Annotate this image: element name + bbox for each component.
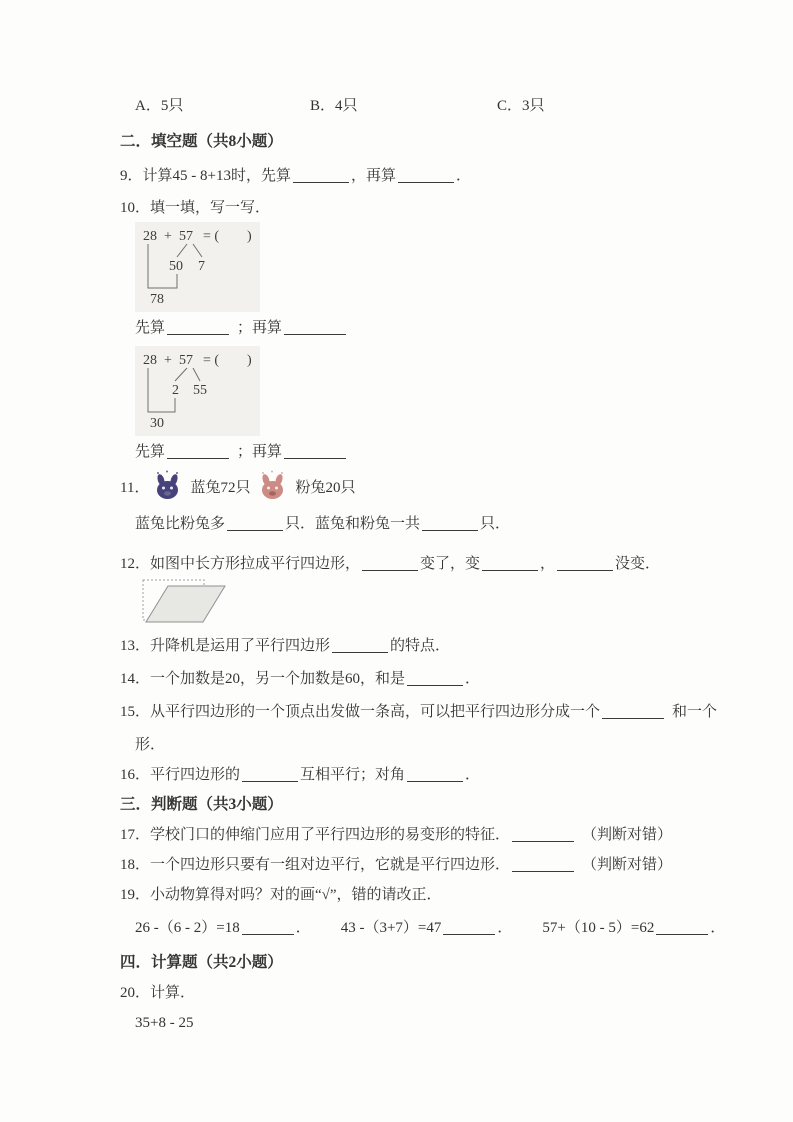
answer-blank bbox=[227, 517, 283, 531]
answer-blank bbox=[332, 639, 388, 653]
answer-blank bbox=[602, 705, 664, 719]
step-line-1 bbox=[120, 318, 733, 338]
q14-b: ． bbox=[465, 671, 481, 687]
q19-dot3: ． bbox=[710, 920, 726, 936]
question-10 bbox=[120, 198, 733, 218]
q11-pink-label: 粉兔20只 bbox=[295, 480, 356, 496]
q19-eq3: 57+（10 - 5）=62 bbox=[542, 920, 655, 936]
tree2-child2: 55 bbox=[193, 383, 207, 398]
step1-then-label: ；再算 bbox=[237, 320, 283, 336]
q19-text: 19．小动物算得对吗？对的画“√”，错的请改正． bbox=[120, 887, 442, 903]
question-20 bbox=[120, 983, 733, 1003]
tree2-equals-open: = ( bbox=[203, 353, 220, 368]
option-c: C．3只 bbox=[497, 98, 545, 114]
tree1-child2: 7 bbox=[198, 259, 205, 274]
tree2-addend1: 28 bbox=[143, 353, 157, 368]
parallelogram-figure bbox=[137, 578, 733, 630]
question-12 bbox=[120, 554, 733, 574]
q18-a: 18．一个四边形只要有一组对边平行，它就是平行四边形． bbox=[120, 857, 511, 873]
q11-l2-c: 只． bbox=[480, 516, 511, 532]
tree1-plus: + bbox=[164, 229, 172, 244]
answer-blank bbox=[512, 828, 574, 842]
q19-dot1: ． bbox=[295, 920, 311, 936]
q16-b: 互相平行；对角 bbox=[300, 767, 406, 783]
q17-a: 17．学校门口的伸缩门应用了平行四边形的易变形的特征． bbox=[120, 827, 511, 843]
step-line-2 bbox=[120, 442, 733, 462]
answer-blank bbox=[512, 858, 574, 872]
answer-blank bbox=[167, 445, 229, 459]
q16-c: ． bbox=[465, 767, 481, 783]
q20-text: 20．计算． bbox=[120, 985, 196, 1001]
q10-text: 10．填一填，写一写． bbox=[120, 200, 271, 216]
tree1-equals-open: = ( bbox=[203, 229, 220, 244]
tree-diagram-1 bbox=[135, 222, 260, 312]
q17-b: （判断对错） bbox=[582, 827, 673, 843]
parallelogram-shape bbox=[146, 586, 225, 622]
q12-a: 12．如图中长方形拉成平行四边形， bbox=[120, 556, 361, 572]
question-14 bbox=[120, 669, 733, 689]
q15-a: 15．从平行四边形的一个顶点出发做一条高，可以把平行四边形分成一个 bbox=[120, 704, 601, 720]
answer-blank bbox=[284, 321, 346, 335]
question-19 bbox=[120, 885, 733, 905]
tree2-close-paren: ) bbox=[247, 353, 252, 368]
tree-diagram-2 bbox=[135, 346, 260, 436]
q13-b: 的特点． bbox=[390, 638, 451, 654]
step2-first-label: 先算 bbox=[135, 444, 166, 460]
tree1-addend2: 57 bbox=[179, 229, 193, 244]
q11-number: 11． bbox=[120, 480, 150, 496]
answer-blank bbox=[407, 768, 463, 782]
answer-blank bbox=[167, 321, 229, 335]
blue-rabbit-icon bbox=[154, 470, 181, 506]
question-15-line2 bbox=[120, 735, 733, 755]
question-11-line2 bbox=[120, 514, 733, 534]
step2-then-label: ；再算 bbox=[237, 444, 283, 460]
tree-diagram-1-svg bbox=[137, 224, 260, 306]
tree1-branch-lines bbox=[177, 244, 202, 257]
q11-l2-b: 只．蓝兔和粉兔一共 bbox=[285, 516, 421, 532]
answer-blank bbox=[443, 921, 495, 935]
question-13 bbox=[120, 636, 733, 656]
answer-blank bbox=[284, 445, 346, 459]
choice-options-row bbox=[120, 96, 733, 116]
answer-blank bbox=[482, 557, 538, 571]
tree2-bracket bbox=[148, 368, 175, 412]
q12-c: ， bbox=[540, 556, 556, 572]
q11-l2-a: 蓝兔比粉兔多 bbox=[135, 516, 226, 532]
q9-text-pre: 9．计算45 - 8+13时，先算 bbox=[120, 168, 291, 184]
tree-diagram-2-svg bbox=[137, 348, 260, 430]
question-17 bbox=[120, 825, 733, 845]
q18-b: （判断对错） bbox=[582, 857, 673, 873]
q20-expr: 35+8 - 25 bbox=[135, 1015, 194, 1031]
tree1-child1: 50 bbox=[169, 259, 183, 274]
section-calc-header: 四．计算题（共2小题） bbox=[120, 954, 283, 971]
answer-blank bbox=[293, 169, 349, 183]
tree2-branch-lines bbox=[175, 368, 200, 381]
q12-d: 没变． bbox=[615, 556, 661, 572]
step1-first-label: 先算 bbox=[135, 320, 166, 336]
answer-blank bbox=[362, 557, 418, 571]
q15-b: 和一个 bbox=[672, 704, 718, 720]
q11-blue-label: 蓝兔72只 bbox=[190, 480, 251, 496]
question-16 bbox=[120, 765, 733, 785]
section-fill-header: 二．填空题（共8小题） bbox=[120, 133, 283, 150]
q15-c: 形． bbox=[135, 737, 166, 753]
answer-blank bbox=[557, 557, 613, 571]
tree2-plus: + bbox=[164, 353, 172, 368]
tree1-close-paren: ) bbox=[247, 229, 252, 244]
q9-text-mid: ，再算 bbox=[350, 168, 396, 184]
answer-blank bbox=[407, 672, 463, 686]
tree1-partial-sum: 78 bbox=[150, 292, 164, 306]
question-19-equations bbox=[120, 918, 733, 938]
question-15-line1 bbox=[120, 702, 733, 722]
tree2-addend2: 57 bbox=[179, 353, 193, 368]
q13-a: 13．升降机是运用了平行四边形 bbox=[120, 638, 331, 654]
question-11-line1 bbox=[120, 470, 733, 506]
tree2-child1: 2 bbox=[172, 383, 179, 398]
question-9 bbox=[120, 166, 733, 186]
q19-dot2: ． bbox=[497, 920, 513, 936]
answer-blank bbox=[656, 921, 708, 935]
answer-blank bbox=[242, 921, 294, 935]
answer-blank bbox=[422, 517, 478, 531]
q9-text-end: ． bbox=[455, 168, 471, 184]
q14-a: 14．一个加数是20，另一个加数是60，和是 bbox=[120, 671, 406, 687]
answer-blank bbox=[398, 169, 454, 183]
question-18 bbox=[120, 855, 733, 875]
option-b: B．4只 bbox=[310, 98, 358, 114]
section-judge-header: 三．判断题（共3小题） bbox=[120, 796, 283, 813]
pink-rabbit-icon bbox=[259, 470, 286, 506]
q19-eq1: 26 -（6 - 2）=18 bbox=[135, 920, 240, 936]
question-20-expression bbox=[120, 1013, 733, 1033]
answer-blank bbox=[242, 768, 298, 782]
q12-b: 变了，变 bbox=[420, 556, 481, 572]
tree2-partial-sum: 30 bbox=[150, 416, 164, 430]
q19-eq2: 43 -（3+7）=47 bbox=[340, 920, 442, 936]
q16-a: 16．平行四边形的 bbox=[120, 767, 241, 783]
option-a: A．5只 bbox=[135, 98, 184, 114]
tree1-addend1: 28 bbox=[143, 229, 157, 244]
